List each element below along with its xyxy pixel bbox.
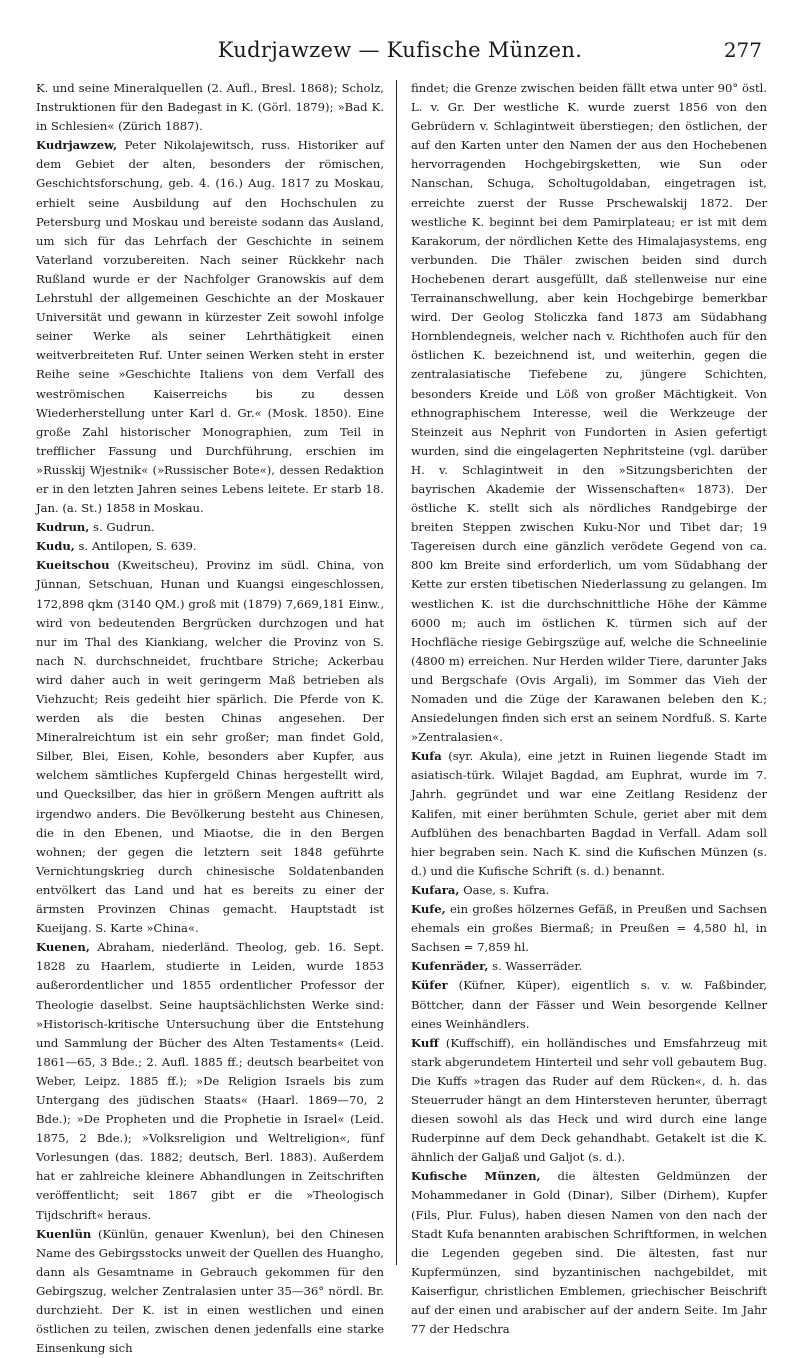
headword: Küfer <box>411 978 448 993</box>
headword: Kufische Münzen, <box>411 1169 541 1184</box>
headword: Kufara, <box>411 882 460 897</box>
headword: Kuenen, <box>36 940 90 955</box>
entry-kudrun: Kudrun, s. Gudrun. <box>36 520 155 535</box>
entry-kuenluen: Kuenlün (Künlün, genauer Kwenlun), bei den Chinesen Name des Gebirgsstocks unweit der Quellen des Huangho, dann als Gesamtname in Gebrauch gekommen für den Gebirgszug, welcher Zentralasien unter 35—36° nördl. Br. durchzieht. Der K. ist in einen westlichen und einen östlichen zu teilen, zwischen denen jedenfalls eine starke Einsenkung sich <box>36 1226 384 1356</box>
entry-kufenraeder: Kufenräder, s. Wasserräder. <box>411 959 583 974</box>
headword: Kueitschou <box>36 558 110 573</box>
entry-kueitschou: Kueitschou (Kweitscheu), Provinz im südl. China, von Jünnan, Setschuan, Hunan und Kuangsi eingeschlossen, 172,898 qkm (3140 QM.) groß mit (1879) 7,669,181 Einw., wird von bedeutenden Bergrücken durchzogen und hat nur im Thal des Kiankiang, welcher die Provinz von S. nach N. durchschneidet, fruchtbare Striche; Ackerbau wird daher auch in weit geringerm Maß betrieben als Viehzucht; Reis gedeiht hier spärlich. Die Pferde von K. werden als die besten Chinas angesehen. Der Mineralreichtum ist ein sehr großer; man findet Gold, Silber, Blei, Eisen, Kohle, besonders aber Kupfer, aus welchem sämtliches Kupfergeld Chinas hergestellt wird, und Quecksilber, das hier in größern Mengen auftritt als irgendwo anders. Die Bevölkerung besteht aus Chinesen, die in den Ebenen, und Miaotse, die in den Bergen wohnen; der gegen die letztern seit 1848 geführte Vernichtungskrieg durch chinesische Soldatenbanden entvölkert das Land und hat es bereits zu einer der ärmsten Provinzen Chinas gemacht. Hauptstadt ist Kueijang. S. Karte »China«. <box>36 558 384 936</box>
entry-kudrjawzew: Kudrjawzew, Peter Nikolajewitsch, russ. Historiker auf dem Gebiet der alten, besonders der römischen, Geschichtsforschung, geb. 4. (16.) Aug. 1817 zu Moskau, erhielt seine Ausbildung auf den Hochschulen zu Petersburg und Moskau und bereiste sodann das Ausland, um sich für das Lehrfach der Geschichte in seinem Vaterland vorzubereiten. Nach seiner Rückkehr nach Rußland wurde er der Nachfolger Granowskis auf dem Lehrstuhl der allgemeinen Geschichte an der Moskauer Universität und gewann in kürzester Zeit sowohl infolge seiner Werke als seiner Lehrthätigkeit einen weitverbreiteten Ruf. Unter seinen Werken steht in erster Reihe seine »Geschichte Italiens von dem Verfall des weströmischen Kaiserreichs bis zu dessen Wiederherstellung unter Karl d. Gr.« (Mosk. 1850). Eine große Zahl historischer Monographien, zum Teil in trefflicher Fassung und Durchführung, erschien im »Russkij Wjestnik« (»Russischer Bote«), dessen Redaktion er in den letzten Jahren seines Lebens leitete. Er starb 18. Jan. (a. St.) 1858 in Moskau. <box>36 138 384 516</box>
page-header <box>0 38 800 68</box>
page-number: 277 <box>723 38 762 62</box>
entry-kuenen: Kuenen, Abraham, niederländ. Theolog, geb. 16. Sept. 1828 zu Haarlem, studierte in Leiden, wurde 1853 außerordentlicher und 1855 ordentlicher Professor der Theologie daselbst. Seine hauptsächlichsten Werke sind: »Historisch-kritische Untersuchung über die Entstehung und Sammlung der Bücher des Alten Testaments« (Leid. 1861—65, 3 Bde.; 2. Aufl. 1885 ff.; deutsch bearbeitet von Weber, Leipz. 1885 ff.); »De Religion Israels bis zum Untergang des jüdischen Staats« (Haarl. 1869—70, 2 Bde.); »De Propheten und die Prophetie in Israel« (Leid. 1875, 2 Bde.); »Volksreligion und Weltreligion«, fünf Vorlesungen (das. 1882; deutsch, Berl. 1883). Außerdem hat er zahlreiche kleinere Abhandlungen in Zeitschriften veröffentlicht; seit 1867 gibt er die »Theologisch Tijdschrift« heraus. <box>36 940 384 1222</box>
entry-kudu: Kudu, s. Antilopen, S. 639. <box>36 539 197 554</box>
running-title: Kudrjawzew — Kufische Münzen. <box>217 38 583 62</box>
column-divider <box>396 80 397 1265</box>
headword: Kudu, <box>36 539 75 554</box>
headword: Kudrun, <box>36 520 90 535</box>
entry-kufa: Kufa (syr. Akula), eine jetzt in Ruinen liegende Stadt im asiatisch-türk. Wilajet Bagdad, am Euphrat, wurde im 7. Jahrh. gegründet und war eine Zeitlang Residenz der Kalifen, mit einer berühmten Schule, geriet aber mit dem Aufblühen des benachbarten Bagdad in Verfall. Adam soll hier begraben sein. Nach K. sind die Kufischen Münzen (s. d.) und die Kufische Schrift (s. d.) benannt. <box>411 749 767 878</box>
entry-kufara: Kufara, Oase, s. Kufra. <box>411 882 550 897</box>
headword: Kuff <box>411 1035 439 1050</box>
entry-kuefer: Küfer (Küfner, Küper), eigentlich s. v. w. Faßbinder, Böttcher, dann der Fässer und Wein besorgende Kellner eines Weinhändlers. <box>411 978 767 1031</box>
headword: Kufe, <box>411 902 446 917</box>
entry-continuation: findet; die Grenze zwischen beiden fällt etwa unter 90° östl. L. v. Gr. Der westliche K. wurde zuerst 1856 von den Gebrüdern v. Schlagintweit überstiegen; den östlichen, der auf den Karten unter den Namen der aus den Hochebenen hervorragenden Hochgebirgsketten, wie Sun oder Nanschan, Schuga, Scholtugoldaban, eingetragen ist, erreichte zuerst der Russe Prschewalskij 1872. Der westliche K. beginnt bei dem Pamirplateau; er ist mit dem Karakorum, der nördlichen Kette des Himalajasystems, eng verbunden. Die Thäler zwischen beiden sind durch Hochebenen derart ausgefüllt, daß stellenweise nur eine Terrainanschwellung, aber kein Hochgebirge bemerkbar wird. Der Geolog Stoliczka fand 1873 am Südabhang Hornblendegneis, welcher nach v. Richthofen auch für den östlichen K. bezeichnend ist, und weiterhin, gegen die zentralasiatische Tiefebene zu, jüngere Schichten, besonders Kreide und Löß von großer Mächtigkeit. Von ethnographischem Interesse, weil die Werkzeuge der Steinzeit aus Nephrit von Fundorten in Asien gefertigt wurden, sind die eingelagerten Nephritsteine (vgl. darüber H. v. Schlagintweit in den »Sitzungsberichten der bayrischen Akademie der Wissenschaften« 1873). Der östliche K. stellt sich als nördliches Randgebirge der breiten Steppen zwischen Kuku-Nor und Tibet dar; 19 Tagereisen durch eine gänzlich verödete Gegend von ca. 800 km Breite sind erforderlich, um vom Südabhang der Kette zur ersten tibetischen Niederlassung zu gelangen. Im westlichen K. ist die durchschnittliche Höhe der Kämme 6000 m; auch im östlichen K. türmen sich auf der Hochfläche riesige Gebirgszüge auf, welche die Schneelinie (4800 m) erreichen. Nur Herden wilder Tiere, darunter Jaks und Bergschafe (Ovis Argali), im Sommer das Vieh der Nomaden und die Züge der Karawanen beleben den K.; Ansiedelungen finden sich erst an seinem Nordfuß. S. Karte »Zentralasien«. <box>411 81 767 745</box>
left-column <box>36 79 384 1356</box>
headword: Kudrjawzew, <box>36 138 118 153</box>
right-column <box>411 79 767 1337</box>
headword: Kufenräder, <box>411 959 489 974</box>
entry-continuation: K. und seine Mineralquellen (2. Aufl., Bresl. 1868); Scholz, Instruktionen für den Badegast in K. (Görl. 1879); »Bad K. in Schlesien« (Zürich 1887). <box>36 81 384 134</box>
entry-kuff: Kuff (Kuffschiff), ein holländisches und Emsfahrzeug mit stark abgerundetem Hinterteil und sehr voll gebautem Bug. Die Kuffs »tragen das Ruder auf dem Rücken«, d. h. das Steuerruder hängt an dem Hintersteven herunter, überragt diesen sowohl als das Heck und wird durch eine lange Ruderpinne auf dem Deck gehandhabt. Getakelt ist die K. ähnlich der Galjaß und Galjot (s. d.). <box>411 1035 767 1165</box>
headword: Kuenlün <box>36 1226 92 1241</box>
entry-kufe: Kufe, ein großes hölzernes Gefäß, in Preußen und Sachsen ehemals ein großes Biermaß; in Preußen = 4,580 hl, in Sachsen = 7,859 hl. <box>411 902 767 955</box>
headword: Kufa <box>411 749 442 764</box>
entry-kufische-muenzen: Kufische Münzen, die ältesten Geldmünzen der Mohammedaner in Gold (Dinar), Silber (Dirhem), Kupfer (Fils, Plur. Fulus), haben diesen Namen von den nach der Stadt Kufa benannten arabischen Schriftformen, in welchen die Legenden gegeben sind. Die ältesten, fast nur Kupfermünzen, sind byzantinischen nachgebildet, mit Kaiserfigur, christlichen Emblemen, griechischer Beischrift auf der einen und arabischer auf der andern Seite. Im Jahr 77 der Hedschra <box>411 1169 767 1337</box>
